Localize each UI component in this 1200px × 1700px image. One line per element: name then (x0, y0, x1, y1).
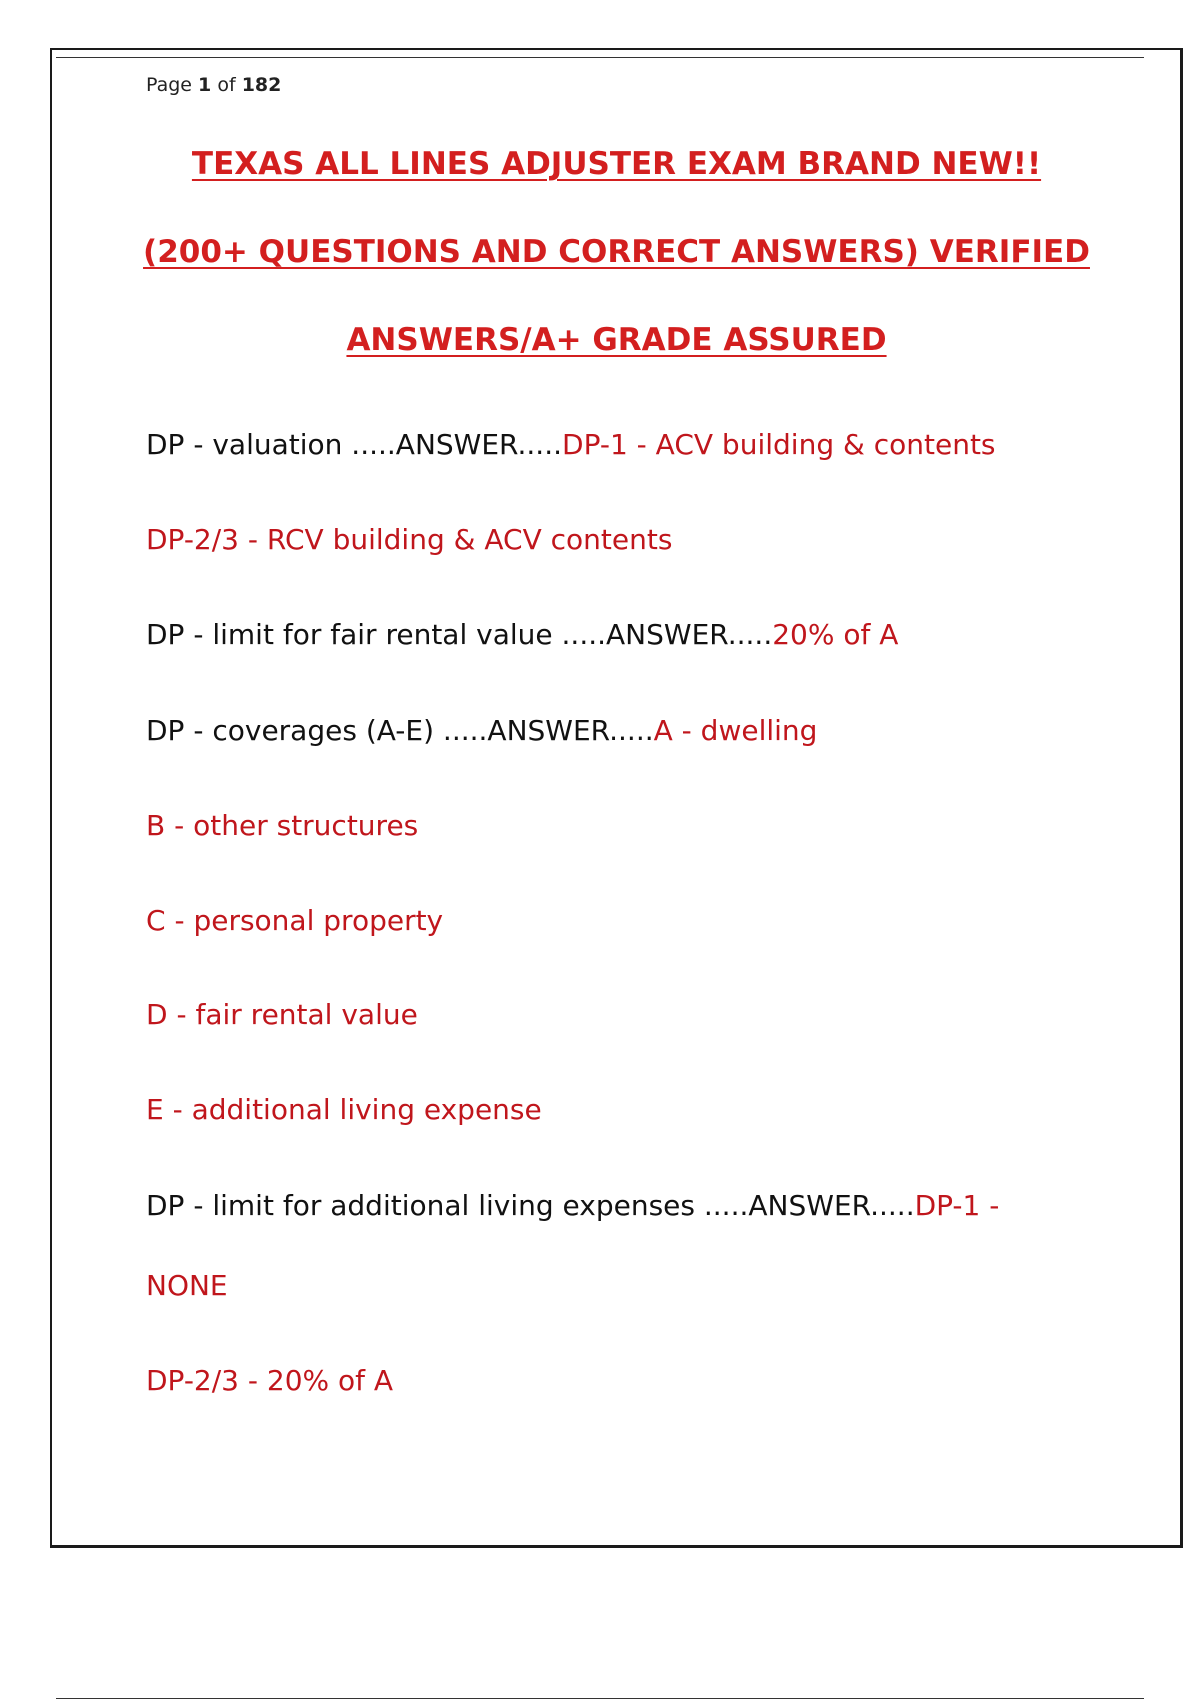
qa-entry (146, 1093, 542, 1126)
answer-text: C - personal property (146, 904, 444, 937)
document-title-line-3: ANSWERS/A+ GRADE ASSURED (346, 322, 887, 358)
page-counter-of: of (211, 74, 242, 96)
answer-text: A - dwelling (653, 714, 818, 747)
answer-text: DP-1 - (914, 1189, 1000, 1222)
answer-text: DP-2/3 - 20% of A (146, 1364, 394, 1397)
qa-entry (146, 998, 418, 1031)
question-text: DP - limit for fair rental value .....ANSWER..... (146, 618, 773, 651)
page-counter-total: 182 (241, 74, 282, 96)
answer-text: DP-2/3 - RCV building & ACV contents (146, 523, 673, 556)
footer-rule (56, 1698, 1144, 1699)
page-counter-prefix: Page (146, 74, 199, 96)
answer-text: E - additional living expense (146, 1093, 542, 1126)
document-title-line-2: (200+ QUESTIONS AND CORRECT ANSWERS) VERIFIED (143, 234, 1090, 270)
answer-text: NONE (146, 1269, 228, 1302)
qa-entry (146, 809, 418, 842)
header-rule (56, 57, 1144, 58)
qa-entry (146, 1364, 393, 1397)
page-counter (146, 74, 281, 96)
question-text: DP - coverages (A-E) .....ANSWER..... (146, 714, 654, 747)
answer-text: DP-1 - ACV building & contents (562, 428, 996, 461)
qa-entry (146, 1269, 228, 1302)
qa-entry (146, 1189, 999, 1222)
answer-text: B - other structures (146, 809, 419, 842)
answer-text: D - fair rental value (146, 998, 418, 1031)
qa-entry (146, 904, 443, 937)
qa-entry (146, 428, 996, 461)
qa-entry (146, 523, 672, 556)
qa-entry (146, 714, 817, 747)
question-text: DP - valuation .....ANSWER..... (146, 428, 563, 461)
page-frame (50, 48, 1183, 1548)
answer-text: 20% of A (772, 618, 899, 651)
page-counter-current: 1 (198, 74, 212, 96)
qa-entry (146, 618, 898, 651)
document-title-line-1: TEXAS ALL LINES ADJUSTER EXAM BRAND NEW!! (191, 146, 1042, 182)
question-text: DP - limit for additional living expenses .....ANSWER..... (146, 1189, 915, 1222)
